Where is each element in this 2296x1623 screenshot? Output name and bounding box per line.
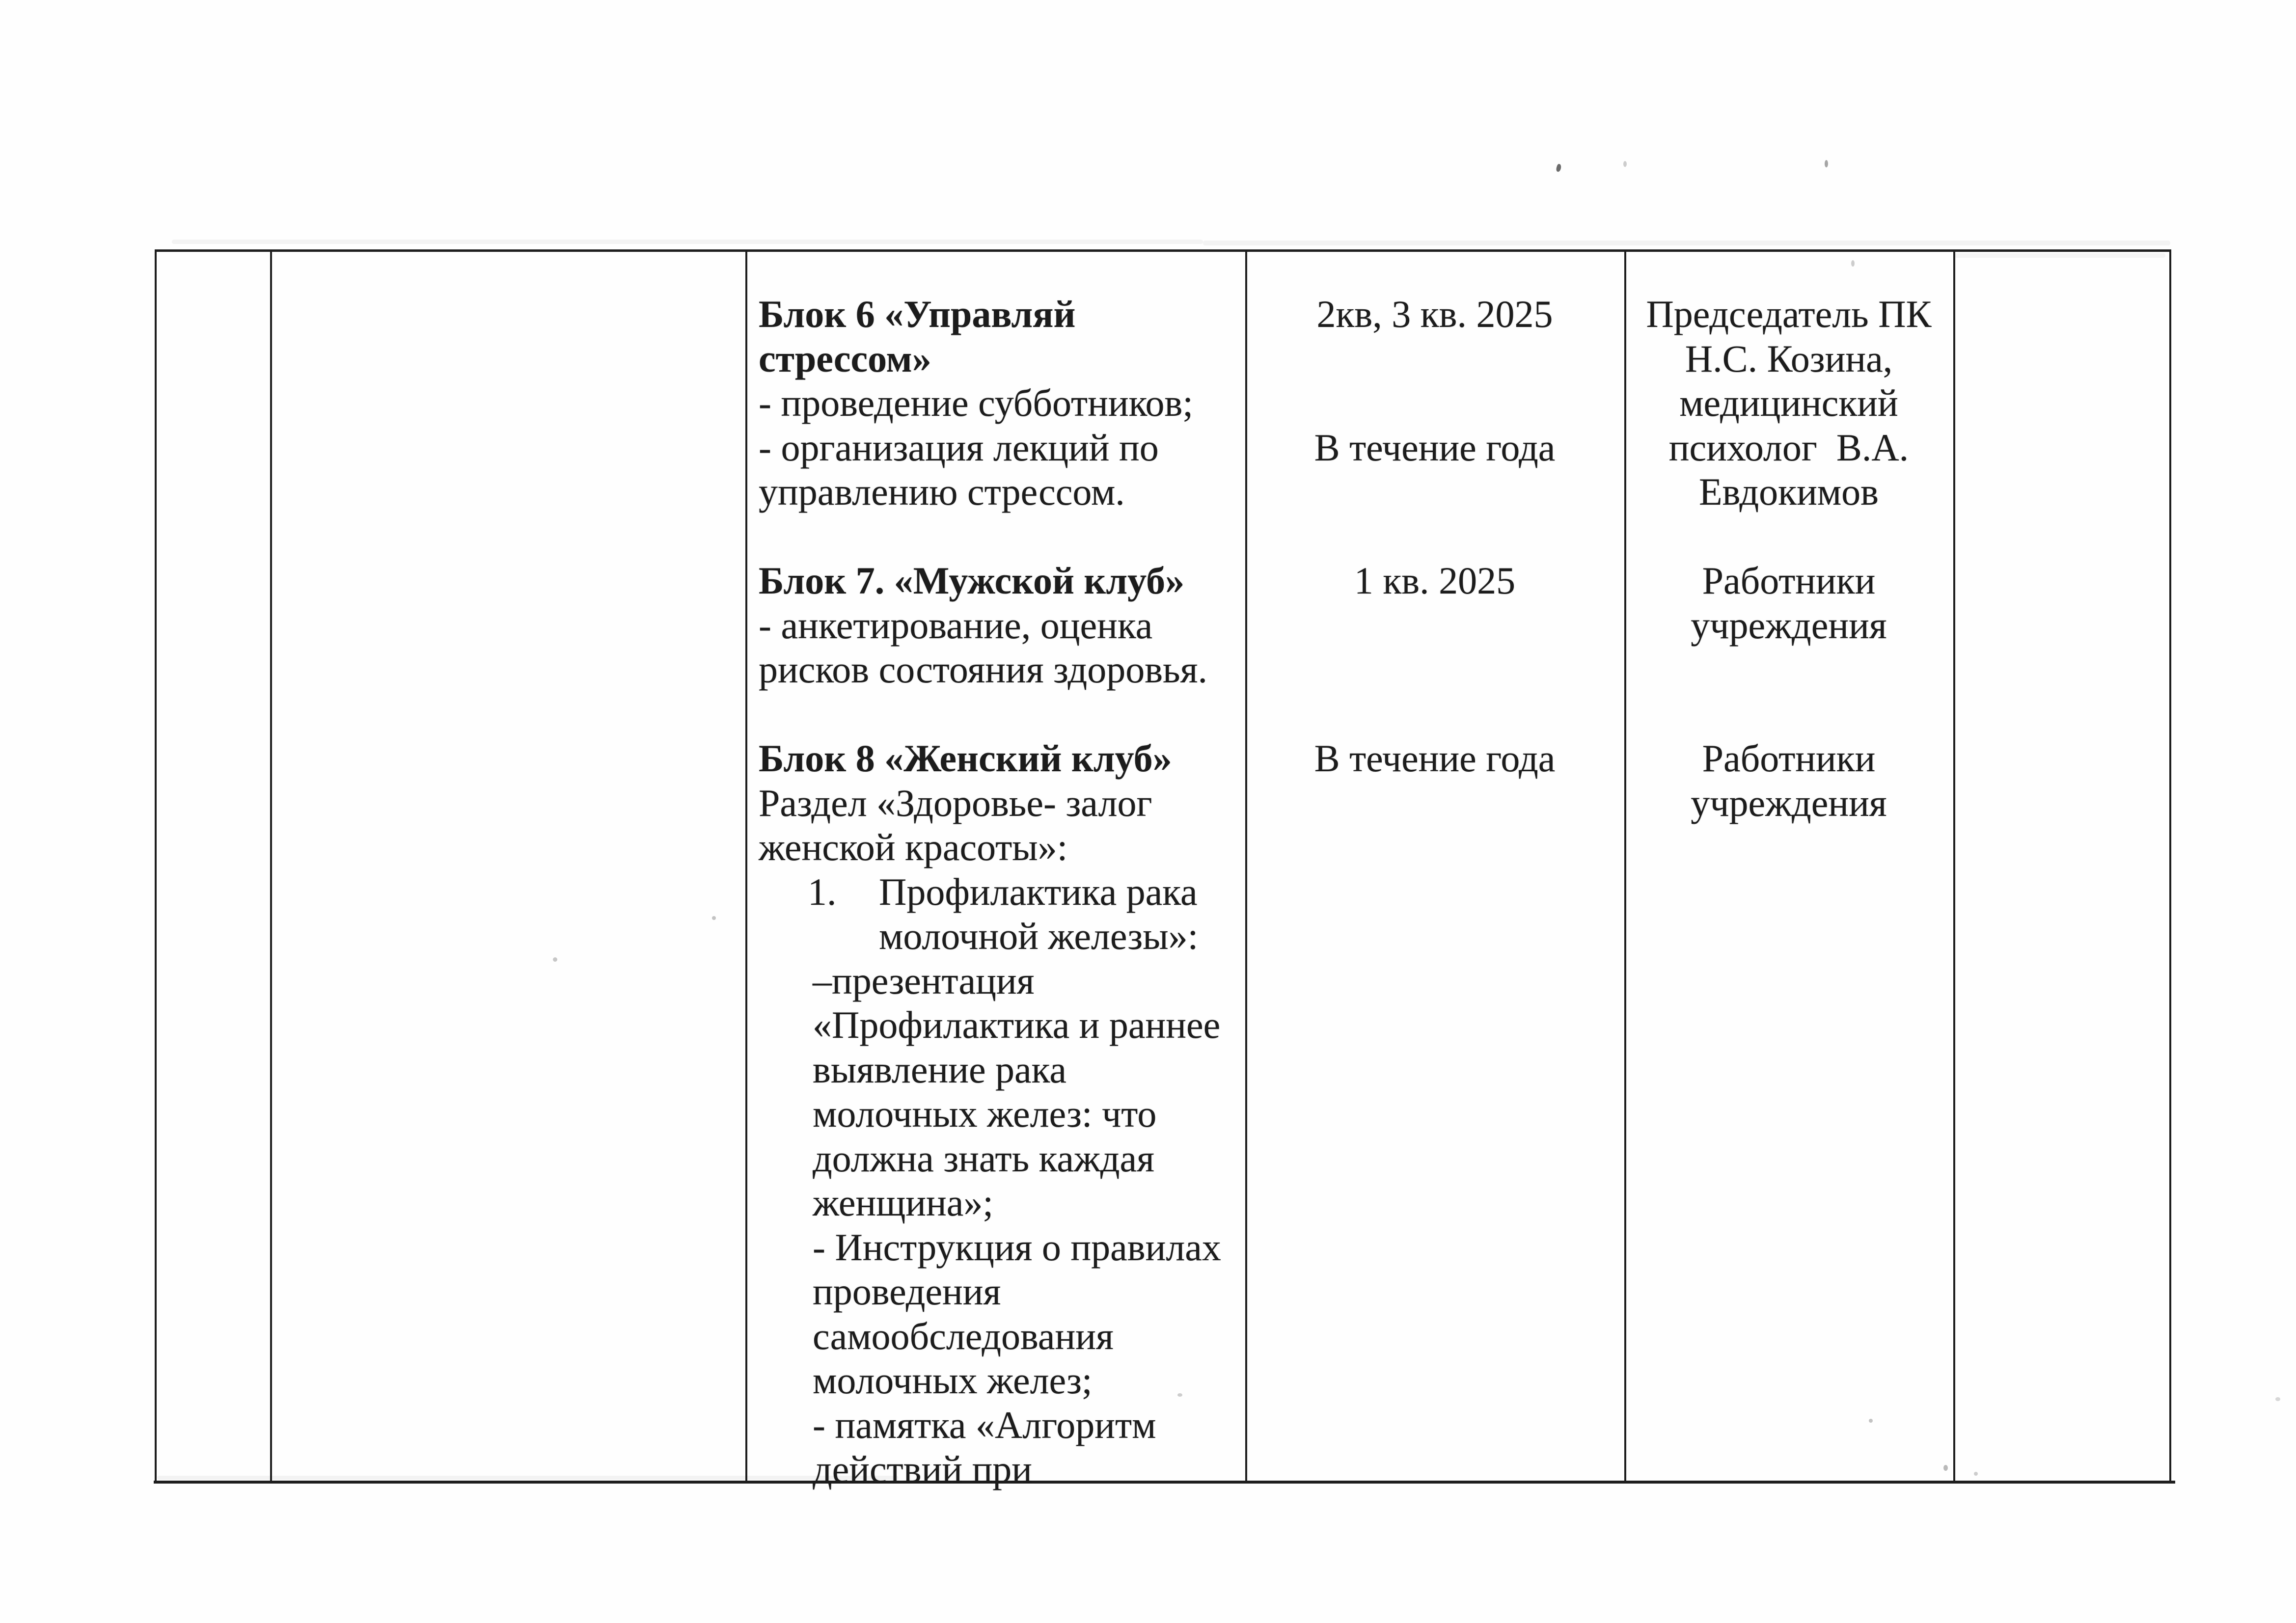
activity-text-line: молочных желез: что	[813, 1092, 1157, 1135]
responsible-cell-text: медицинский	[1679, 381, 1898, 424]
responsible-cell-text: учреждения	[1691, 604, 1887, 647]
plan-table	[155, 249, 2171, 1490]
column-divider	[1953, 249, 1955, 1483]
activity-text-line: самообследования	[813, 1315, 1114, 1357]
responsible-cell-text: Председатель ПК	[1646, 293, 1932, 335]
responsible-cell-text: психолог В.А.	[1668, 426, 1909, 469]
responsible-cell-text: Работники	[1702, 559, 1876, 602]
activity-text-line: - памятка «Алгоритм	[813, 1404, 1156, 1446]
activity-text-line: выявление рака	[813, 1048, 1067, 1091]
activity-text-line: молочных желез;	[813, 1359, 1093, 1402]
activity-text-line: Раздел «Здоровье- залог	[759, 782, 1152, 824]
activity-text-line: «Профилактика и раннее	[813, 1003, 1221, 1046]
activity-text-line: - проведение субботников;	[759, 381, 1194, 424]
table-bottom-border	[154, 1481, 2175, 1484]
scan-smudge	[172, 240, 1203, 244]
activity-text-line: молочной железы»:	[879, 915, 1199, 957]
activity-text-line: –презентация	[813, 959, 1035, 1002]
responsible-cell-text: учреждения	[1691, 782, 1887, 824]
activity-text-line: проведения	[813, 1270, 1001, 1313]
activity-block-title: Блок 8 «Женский клуб»	[759, 737, 1172, 780]
table-left-border	[155, 249, 157, 1483]
activity-text-line: женской красоты»:	[759, 826, 1068, 868]
schedule-cell-text: В течение года	[1314, 737, 1556, 780]
schedule-cell-text: В течение года	[1314, 426, 1556, 469]
activity-block-title: Блок 6 «Управляй	[759, 293, 1076, 335]
table-right-border	[2169, 249, 2171, 1483]
responsible-cell-text: Работники	[1702, 737, 1876, 780]
activity-text-line: женщина»;	[813, 1181, 994, 1224]
activity-text-line: рисков состояния здоровья.	[759, 648, 1207, 691]
scan-speck	[1825, 160, 1828, 167]
activity-text-line: - Инструкция о правилах	[813, 1226, 1221, 1269]
column-divider	[745, 249, 747, 1483]
scan-smudge	[1203, 241, 2170, 245]
activity-text-line: действий при	[813, 1448, 1033, 1490]
responsible-cell-text: Н.С. Козина,	[1685, 337, 1893, 380]
activity-text-line: управлению стрессом.	[759, 470, 1125, 513]
responsible-cell-text: Евдокимов	[1698, 470, 1879, 513]
table-top-border	[155, 249, 2171, 252]
schedule-cell-text: 1 кв. 2025	[1354, 559, 1516, 602]
activity-text-line: - организация лекций по	[759, 426, 1159, 469]
activity-block-title: стрессом»	[759, 337, 931, 380]
activity-text-line: должна знать каждая	[813, 1137, 1155, 1180]
scan-speck	[2275, 1397, 2280, 1401]
activity-block-title: Блок 7. «Мужской клуб»	[759, 559, 1185, 602]
schedule-cell-text: 2кв, 3 кв. 2025	[1316, 293, 1553, 335]
scan-speck	[1556, 163, 1562, 172]
list-number: 1.	[808, 870, 837, 913]
column-divider	[270, 249, 272, 1483]
activity-text-line: Профилактика рака	[879, 870, 1198, 913]
activity-text-line: - анкетирование, оценка	[759, 604, 1153, 647]
scan-speck	[1623, 161, 1627, 167]
